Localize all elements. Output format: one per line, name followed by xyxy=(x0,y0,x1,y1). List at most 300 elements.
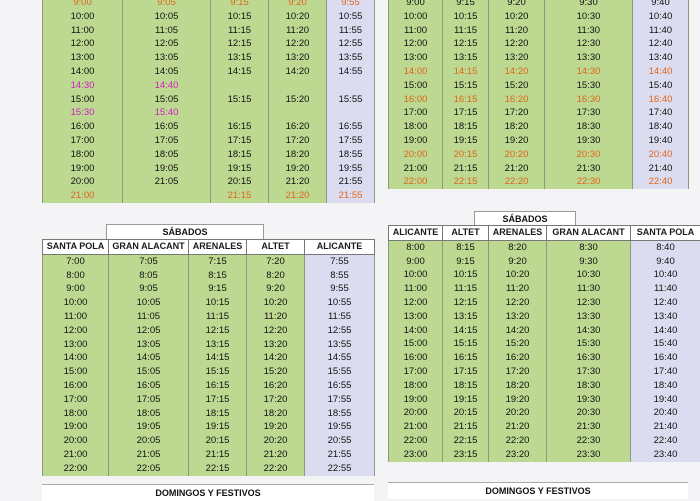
time-cell: 21:15 xyxy=(443,420,489,434)
time-cell: 22:15 xyxy=(443,434,489,448)
table-row xyxy=(389,240,700,254)
time-cell: 9:30 xyxy=(545,0,633,10)
time-cell: 21:15 xyxy=(443,162,489,176)
time-cell: 14:20 xyxy=(489,324,547,338)
time-cell: 9:40 xyxy=(633,0,689,10)
time-cell: 23:20 xyxy=(489,448,547,462)
time-cell: 21:30 xyxy=(547,420,631,434)
time-cell: 13:00 xyxy=(389,51,443,65)
time-cell: 15:20 xyxy=(247,365,305,379)
time-cell: 15:20 xyxy=(489,79,545,93)
time-cell: 14:30 xyxy=(43,79,123,93)
time-cell: 22:55 xyxy=(305,462,375,476)
time-cell: 8:00 xyxy=(43,269,109,283)
time-cell: 14:55 xyxy=(305,351,375,365)
table-row xyxy=(43,0,375,10)
time-cell: 11:00 xyxy=(389,24,443,38)
table-row xyxy=(389,337,700,351)
time-cell: 17:20 xyxy=(269,134,327,148)
time-cell: 15:40 xyxy=(631,337,700,351)
time-cell: 10:55 xyxy=(305,296,375,310)
time-cell: 17:00 xyxy=(43,134,123,148)
time-cell: 9:05 xyxy=(123,0,211,10)
time-cell: 15:55 xyxy=(327,93,375,107)
time-cell: 9:15 xyxy=(443,255,489,269)
time-cell: 14:40 xyxy=(633,65,689,79)
table-row xyxy=(43,148,375,162)
column-header: ALICANTE xyxy=(305,240,375,255)
table-row xyxy=(43,448,375,462)
time-cell: 8:30 xyxy=(547,240,631,254)
time-cell: 15:00 xyxy=(43,365,109,379)
time-cell: 13:20 xyxy=(247,338,305,352)
time-cell: 11:05 xyxy=(123,24,211,38)
table-row xyxy=(389,420,700,434)
time-cell: 19:00 xyxy=(389,134,443,148)
time-cell: 18:20 xyxy=(269,148,327,162)
time-cell: 11:30 xyxy=(547,282,631,296)
time-cell: 21:55 xyxy=(327,189,375,203)
time-cell: 19:20 xyxy=(489,393,547,407)
table-row xyxy=(389,10,689,24)
time-cell: 7:00 xyxy=(43,254,109,268)
time-cell: 22:15 xyxy=(189,462,247,476)
time-cell: 16:40 xyxy=(633,93,689,107)
time-cell: 10:20 xyxy=(489,268,547,282)
time-cell: 9:20 xyxy=(489,255,547,269)
table-row xyxy=(43,365,375,379)
time-cell: 7:55 xyxy=(305,254,375,268)
table-row xyxy=(43,434,375,448)
time-cell: 16:20 xyxy=(269,120,327,134)
time-cell: 17:05 xyxy=(109,393,189,407)
time-cell: 13:40 xyxy=(631,310,700,324)
table-row xyxy=(389,0,689,10)
time-cell: 20:30 xyxy=(547,406,631,420)
time-cell: 20:20 xyxy=(489,148,545,162)
time-cell: 8:15 xyxy=(443,240,489,254)
time-cell: 15:15 xyxy=(211,93,269,107)
time-cell: 22:20 xyxy=(489,175,545,189)
schedule-table xyxy=(388,0,689,189)
time-cell: 14:40 xyxy=(123,79,211,93)
time-cell: 10:20 xyxy=(269,10,327,24)
time-cell: 14:15 xyxy=(211,65,269,79)
time-cell: 9:00 xyxy=(389,0,443,10)
time-cell: 17:00 xyxy=(43,393,109,407)
table-row xyxy=(389,51,689,65)
time-cell: 22:30 xyxy=(547,434,631,448)
time-cell: 13:15 xyxy=(443,51,489,65)
time-cell: 8:20 xyxy=(247,269,305,283)
column-header: ALICANTE xyxy=(389,226,443,241)
time-cell xyxy=(327,106,375,120)
time-cell: 18:00 xyxy=(389,379,443,393)
time-cell: 18:00 xyxy=(43,148,123,162)
time-cell: 15:00 xyxy=(389,337,443,351)
time-cell: 11:40 xyxy=(631,282,700,296)
time-cell: 14:15 xyxy=(443,65,489,79)
time-cell: 21:15 xyxy=(211,189,269,203)
time-cell: 12:15 xyxy=(443,37,489,51)
time-cell: 20:20 xyxy=(247,434,305,448)
time-cell: 18:15 xyxy=(443,120,489,134)
time-cell: 18:20 xyxy=(247,407,305,421)
time-cell: 16:15 xyxy=(443,351,489,365)
time-cell: 11:20 xyxy=(489,282,547,296)
table-row xyxy=(43,462,375,476)
time-cell: 11:40 xyxy=(633,24,689,38)
time-cell: 21:20 xyxy=(269,175,327,189)
time-cell: 15:05 xyxy=(109,365,189,379)
column-header: GRAN ALACANT xyxy=(109,240,189,255)
table-row xyxy=(389,310,700,324)
time-cell: 10:15 xyxy=(189,296,247,310)
column-header: ALTET xyxy=(247,240,305,255)
time-cell: 11:15 xyxy=(189,310,247,324)
time-cell: 11:15 xyxy=(443,282,489,296)
time-cell: 9:05 xyxy=(109,282,189,296)
time-cell: 7:20 xyxy=(247,254,305,268)
time-cell: 13:00 xyxy=(43,51,123,65)
column-header: ARENALES xyxy=(489,226,547,241)
time-cell: 15:15 xyxy=(443,79,489,93)
time-cell: 21:00 xyxy=(43,189,123,203)
time-cell: 17:20 xyxy=(489,365,547,379)
time-cell: 14:15 xyxy=(443,324,489,338)
time-cell: 16:20 xyxy=(489,351,547,365)
table-row xyxy=(389,406,700,420)
time-cell: 19:15 xyxy=(211,162,269,176)
time-cell: 10:20 xyxy=(489,10,545,24)
time-cell: 21:55 xyxy=(305,448,375,462)
saturday-caption-right: SÁBADOS xyxy=(474,211,576,227)
time-cell: 13:05 xyxy=(123,51,211,65)
time-cell: 19:05 xyxy=(109,420,189,434)
time-cell: 12:15 xyxy=(189,324,247,338)
table-row xyxy=(43,24,375,38)
time-cell: 10:40 xyxy=(633,10,689,24)
table-row xyxy=(43,324,375,338)
time-cell: 16:00 xyxy=(43,120,123,134)
time-cell: 16:05 xyxy=(123,120,211,134)
time-cell: 18:00 xyxy=(389,120,443,134)
time-cell: 14:00 xyxy=(43,65,123,79)
column-header: ALTET xyxy=(443,226,489,241)
time-cell: 18:20 xyxy=(489,379,547,393)
time-cell: 11:55 xyxy=(327,24,375,38)
time-cell: 17:15 xyxy=(189,393,247,407)
time-cell: 13:15 xyxy=(189,338,247,352)
time-cell: 17:15 xyxy=(443,365,489,379)
time-cell: 13:00 xyxy=(43,338,109,352)
table-row xyxy=(43,65,375,79)
time-cell: 11:15 xyxy=(211,24,269,38)
time-cell: 17:15 xyxy=(211,134,269,148)
time-cell: 23:15 xyxy=(443,448,489,462)
table-row xyxy=(389,106,689,120)
time-cell: 19:00 xyxy=(43,420,109,434)
time-cell: 19:05 xyxy=(123,162,211,176)
time-cell: 16:30 xyxy=(545,93,633,107)
time-cell: 8:15 xyxy=(189,269,247,283)
time-cell: 11:20 xyxy=(247,310,305,324)
time-cell: 22:40 xyxy=(633,175,689,189)
time-cell: 16:15 xyxy=(443,93,489,107)
time-cell: 12:20 xyxy=(269,37,327,51)
table-row xyxy=(389,434,700,448)
time-cell: 22:20 xyxy=(489,434,547,448)
time-cell: 18:20 xyxy=(489,120,545,134)
time-cell: 9:55 xyxy=(327,0,375,10)
time-cell: 16:15 xyxy=(211,120,269,134)
time-cell: 22:00 xyxy=(389,434,443,448)
time-cell: 21:40 xyxy=(633,162,689,176)
time-cell: 9:15 xyxy=(211,0,269,10)
time-cell: 11:30 xyxy=(545,24,633,38)
schedule-table xyxy=(42,239,375,476)
time-cell: 11:00 xyxy=(43,310,109,324)
time-cell: 22:00 xyxy=(389,175,443,189)
time-cell: 10:05 xyxy=(123,10,211,24)
time-cell: 16:30 xyxy=(547,351,631,365)
time-cell: 14:40 xyxy=(631,324,700,338)
time-cell: 21:00 xyxy=(43,448,109,462)
time-cell: 20:20 xyxy=(489,406,547,420)
time-cell: 10:00 xyxy=(43,10,123,24)
time-cell: 19:00 xyxy=(389,393,443,407)
time-cell: 22:05 xyxy=(109,462,189,476)
saturday-table-return xyxy=(388,225,700,462)
table-row xyxy=(43,351,375,365)
time-cell: 14:20 xyxy=(489,65,545,79)
time-cell: 9:20 xyxy=(247,282,305,296)
schedule-table xyxy=(388,225,700,462)
time-cell: 11:20 xyxy=(269,24,327,38)
time-cell: 23:00 xyxy=(389,448,443,462)
time-cell: 13:55 xyxy=(305,338,375,352)
time-cell: 13:15 xyxy=(443,310,489,324)
column-header: ARENALES xyxy=(189,240,247,255)
time-cell: 21:20 xyxy=(247,448,305,462)
table-row xyxy=(43,134,375,148)
time-cell: 16:15 xyxy=(189,379,247,393)
time-cell: 8:55 xyxy=(305,269,375,283)
time-cell: 12:00 xyxy=(389,37,443,51)
time-cell: 14:00 xyxy=(389,65,443,79)
time-cell: 17:30 xyxy=(545,106,633,120)
time-cell: 18:15 xyxy=(211,148,269,162)
saturday-caption-left: SÁBADOS xyxy=(106,224,264,240)
time-cell: 15:30 xyxy=(547,337,631,351)
time-cell: 21:40 xyxy=(631,420,700,434)
time-cell: 19:30 xyxy=(547,393,631,407)
time-cell: 13:00 xyxy=(389,310,443,324)
table-row xyxy=(43,310,375,324)
time-cell: 14:30 xyxy=(547,324,631,338)
time-cell: 17:40 xyxy=(631,365,700,379)
time-cell: 10:40 xyxy=(631,268,700,282)
time-cell: 16:00 xyxy=(389,93,443,107)
table-row xyxy=(43,282,375,296)
time-cell: 16:00 xyxy=(43,379,109,393)
time-cell: 14:05 xyxy=(123,65,211,79)
weekday-table-outbound xyxy=(42,0,374,203)
time-cell: 18:15 xyxy=(443,379,489,393)
time-cell: 16:40 xyxy=(631,351,700,365)
time-cell: 15:00 xyxy=(389,79,443,93)
time-cell: 23:30 xyxy=(547,448,631,462)
time-cell: 17:30 xyxy=(547,365,631,379)
time-cell: 19:40 xyxy=(631,393,700,407)
time-cell: 9:00 xyxy=(389,255,443,269)
table-row xyxy=(43,37,375,51)
time-cell: 17:40 xyxy=(633,106,689,120)
table-row xyxy=(43,162,375,176)
time-cell: 8:40 xyxy=(631,240,700,254)
time-cell: 20:15 xyxy=(211,175,269,189)
time-cell: 9:00 xyxy=(43,282,109,296)
saturday-table-outbound xyxy=(42,239,374,476)
time-cell: 17:00 xyxy=(389,106,443,120)
time-cell: 11:00 xyxy=(389,282,443,296)
column-header: SANTA POLA xyxy=(43,240,109,255)
time-cell: 22:40 xyxy=(631,434,700,448)
time-cell: 12:30 xyxy=(547,296,631,310)
table-row xyxy=(43,51,375,65)
time-cell: 10:15 xyxy=(443,10,489,24)
time-cell: 17:05 xyxy=(123,134,211,148)
time-cell: 19:15 xyxy=(443,134,489,148)
time-cell: 19:40 xyxy=(633,134,689,148)
time-cell: 18:40 xyxy=(633,120,689,134)
time-cell: 12:00 xyxy=(43,324,109,338)
time-cell: 10:15 xyxy=(211,10,269,24)
time-cell: 20:30 xyxy=(545,148,633,162)
time-cell: 13:05 xyxy=(109,338,189,352)
time-cell: 20:15 xyxy=(189,434,247,448)
table-row xyxy=(43,10,375,24)
table-row xyxy=(389,365,700,379)
time-cell: 22:30 xyxy=(545,175,633,189)
time-cell: 21:20 xyxy=(489,162,545,176)
time-cell: 10:00 xyxy=(389,10,443,24)
time-cell: 7:05 xyxy=(109,254,189,268)
time-cell: 9:00 xyxy=(43,0,123,10)
schedule-table xyxy=(42,0,375,203)
table-row xyxy=(389,65,689,79)
time-cell: 12:20 xyxy=(489,37,545,51)
table-row xyxy=(389,134,689,148)
time-cell: 20:40 xyxy=(631,406,700,420)
column-header: GRAN ALACANT xyxy=(547,226,631,241)
table-row xyxy=(43,120,375,134)
table-row xyxy=(43,338,375,352)
time-cell xyxy=(269,79,327,93)
column-header: SANTA POLA xyxy=(631,226,700,241)
table-row xyxy=(43,254,375,268)
table-row xyxy=(43,93,375,107)
time-cell: 21:55 xyxy=(327,175,375,189)
time-cell: 11:20 xyxy=(489,24,545,38)
time-cell: 10:15 xyxy=(443,268,489,282)
time-cell xyxy=(211,106,269,120)
table-row xyxy=(389,93,689,107)
time-cell: 10:30 xyxy=(545,10,633,24)
time-cell: 15:20 xyxy=(269,93,327,107)
time-cell: 11:00 xyxy=(43,24,123,38)
table-row xyxy=(389,148,689,162)
time-cell: 19:20 xyxy=(247,420,305,434)
table-row xyxy=(389,255,700,269)
table-row xyxy=(43,175,375,189)
time-cell: 18:30 xyxy=(545,120,633,134)
time-cell: 23:40 xyxy=(631,448,700,462)
time-cell: 12:40 xyxy=(633,37,689,51)
time-cell: 12:30 xyxy=(545,37,633,51)
time-cell: 18:40 xyxy=(631,379,700,393)
time-cell: 8:00 xyxy=(389,240,443,254)
table-row xyxy=(43,393,375,407)
table-row xyxy=(43,189,375,203)
time-cell: 14:20 xyxy=(269,65,327,79)
time-cell: 15:15 xyxy=(189,365,247,379)
time-cell: 10:05 xyxy=(109,296,189,310)
time-cell: 19:15 xyxy=(189,420,247,434)
time-cell: 20:00 xyxy=(43,175,123,189)
time-cell: 21:00 xyxy=(389,420,443,434)
table-row xyxy=(389,448,700,462)
time-cell xyxy=(211,79,269,93)
time-cell: 12:40 xyxy=(631,296,700,310)
time-cell: 9:20 xyxy=(489,0,545,10)
table-row xyxy=(43,420,375,434)
time-cell: 20:00 xyxy=(389,406,443,420)
time-cell: 16:55 xyxy=(327,120,375,134)
time-cell: 11:05 xyxy=(109,310,189,324)
time-cell: 18:30 xyxy=(547,379,631,393)
table-row xyxy=(43,106,375,120)
time-cell: 9:15 xyxy=(189,282,247,296)
table-row xyxy=(389,24,689,38)
time-cell: 15:30 xyxy=(43,106,123,120)
time-cell: 19:55 xyxy=(327,162,375,176)
time-cell: 13:20 xyxy=(489,51,545,65)
time-cell: 14:30 xyxy=(545,65,633,79)
time-cell: 19:30 xyxy=(545,134,633,148)
time-cell: 13:15 xyxy=(211,51,269,65)
sundays-caption-left: DOMINGOS Y FESTIVOS xyxy=(42,484,374,501)
time-cell: 18:05 xyxy=(109,407,189,421)
time-cell: 17:15 xyxy=(443,106,489,120)
time-cell: 22:20 xyxy=(247,462,305,476)
time-cell: 18:15 xyxy=(189,407,247,421)
time-cell: 22:00 xyxy=(43,462,109,476)
time-cell: 11:15 xyxy=(443,24,489,38)
time-cell: 21:20 xyxy=(269,189,327,203)
time-cell: 19:55 xyxy=(305,420,375,434)
time-cell: 15:40 xyxy=(123,106,211,120)
time-cell: 17:20 xyxy=(247,393,305,407)
time-cell: 16:55 xyxy=(305,379,375,393)
time-cell: 20:00 xyxy=(43,434,109,448)
time-cell: 15:15 xyxy=(443,337,489,351)
table-row xyxy=(43,407,375,421)
time-cell xyxy=(269,106,327,120)
time-cell: 18:05 xyxy=(123,148,211,162)
time-cell: 18:55 xyxy=(327,148,375,162)
weekday-table-return xyxy=(388,0,688,189)
